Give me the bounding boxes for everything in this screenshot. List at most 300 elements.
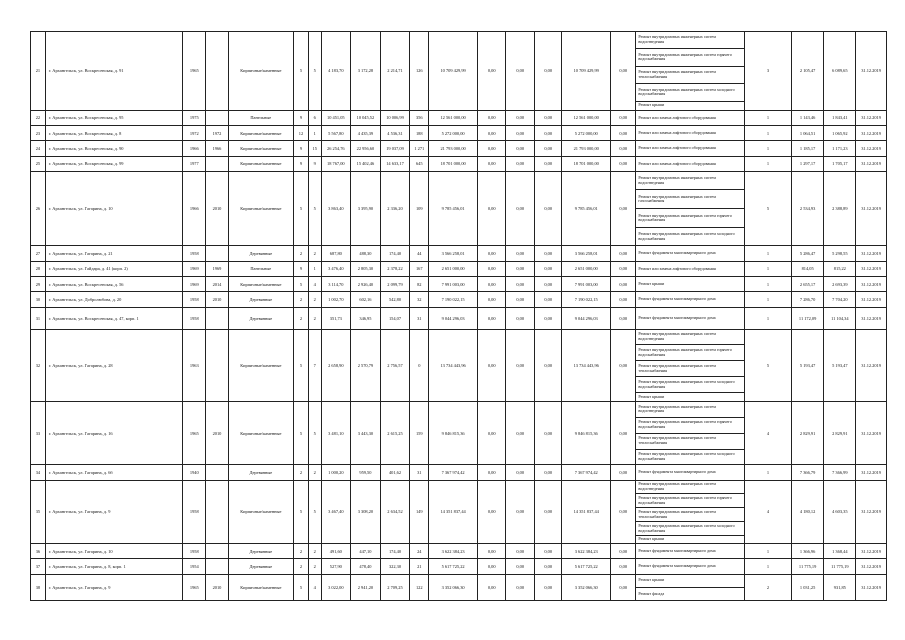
work-item: Ремонт фундамента многоквартирного дома [638,547,716,553]
specific-cost-cell: 1 297,17 [791,156,824,171]
fund-federal-cell: 0,00 [477,277,506,292]
fund-owners-cell: 3 566 258,01 [562,246,611,261]
year-built-cell: 1966 [183,172,206,246]
work-item: Ремонт внутридомовых инженерных систем холодного водоснабжения [638,231,735,241]
total-cost-cell: 18 701 000,00 [429,156,478,171]
address-cell: г. Архангельск, ул. Гагарина, д. 9 [45,480,182,543]
work-item: Ремонт внутридомовых инженерных систем холодного водоснабжения [636,377,744,393]
floors-cell: 5 [294,480,309,543]
fund-other-cell: 0,00 [611,480,636,543]
entrances-cell: 5 [308,401,321,464]
works-list [636,32,744,110]
fund-other-cell: 0,00 [611,172,636,246]
deadline-cell: 31.12.2019 [856,126,887,141]
owned-area-cell: 10 006,99 [380,110,410,125]
fund-municipal-cell: 0,00 [534,544,561,559]
max-cost-cell: 5 298,55 [824,246,856,261]
residential-area-cell: 3 172,28 [351,32,381,111]
work-item: Ремонт фундамента многоквартирного дома [638,314,716,320]
residents-cell: 21 [410,559,429,574]
address-cell: г. Архангельск, ул. Воскресенская, д. 91 [45,32,182,111]
row-number: 38 [31,574,46,600]
owned-area-cell: 2 336,20 [380,172,410,246]
floors-cell: 5 [294,401,309,464]
year-built-cell: 1966 [183,141,206,156]
work-count-cell: 5 [745,329,791,401]
entrances-cell: 5 [308,32,321,111]
fund-municipal-cell: 0,00 [534,574,561,600]
residential-area-cell: 10 045,52 [351,110,381,125]
floors-cell: 5 [294,329,309,401]
fund-municipal-cell: 0,00 [534,401,561,464]
floors-cell: 5 [294,172,309,246]
work-item: Ремонт фасада [638,590,665,596]
work-item: Ремонт внутридомовых инженерных систем горячего водоснабжения [636,345,744,361]
works-list [636,330,744,401]
residents-cell: 109 [410,172,429,246]
work-count-cell: 4 [745,480,791,543]
works-list [636,559,744,573]
year-built-cell: 1958 [183,480,206,543]
row-number: 36 [31,544,46,559]
fund-municipal-cell: 0,00 [534,156,561,171]
address-cell: г. Архангельск, ул. Гагарина, д. 16 [45,401,182,464]
year-built-cell: 1958 [183,246,206,261]
fund-other-cell: 0,00 [611,246,636,261]
fund-municipal-cell: 0,00 [534,465,561,480]
address-cell: г. Архангельск, ул. Гагарина, д. 10 [45,172,182,246]
data-grid [30,31,887,601]
fund-regional-cell: 0,00 [506,110,535,125]
year-renovation-cell: 2010 [206,292,228,307]
fund-federal-cell: 0,00 [477,574,506,600]
table-row [31,559,887,574]
year-renovation-cell [206,329,228,401]
fund-federal-cell: 0,00 [477,126,506,141]
entrances-cell: 15 [308,141,321,156]
year-renovation-cell [206,110,228,125]
row-number: 30 [31,292,46,307]
year-renovation-cell: 2010 [206,401,228,464]
owned-area-cell: 174,40 [380,544,410,559]
owned-area-cell: 542,80 [380,292,410,307]
work-item: Ремонт внутридомовых инженерных систем водоотведения [636,32,744,49]
row-number: 22 [31,110,46,125]
works-cell [636,574,745,600]
floors-cell: 9 [294,141,309,156]
wall-material-cell: Деревянные [228,307,294,329]
address-cell: г. Архангельск, ул. Гагарина, д. 28 [45,329,182,401]
work-item: Ремонт внутридомовых инженерных систем водоотведения [636,481,744,494]
work-count-cell: 1 [745,292,791,307]
entrances-cell: 2 [308,307,321,329]
row-number: 29 [31,277,46,292]
work-count-cell: 2 [745,574,791,600]
residential-area-cell: 2 805,30 [351,261,381,276]
address-cell: г. Архангельск, ул. Гагарина, д. 21 [45,246,182,261]
works-cell [636,32,745,111]
works-cell [636,156,745,171]
work-count-cell: 1 [745,465,791,480]
fund-regional-cell: 0,00 [506,246,535,261]
work-item: Ремонт внутридомовых инженерных систем газоснабжения [636,190,744,209]
max-cost-cell: 2 829,91 [824,401,856,464]
residents-cell: 159 [410,401,429,464]
residential-area-cell: 346,95 [351,307,381,329]
total-cost-cell: 2 651 000,00 [429,261,478,276]
table-row [31,544,887,559]
residential-area-cell: 447,10 [351,544,381,559]
owned-area-cell: 14 633,17 [380,156,410,171]
entrances-cell: 5 [308,172,321,246]
entrances-cell: 5 [308,480,321,543]
residential-area-cell: 488,30 [351,246,381,261]
table-row [31,110,887,125]
table-row [31,465,887,480]
fund-regional-cell: 0,00 [506,277,535,292]
deadline-cell: 31.12.2019 [856,307,887,329]
fund-federal-cell: 0,00 [477,559,506,574]
deadline-cell: 31.12.2019 [856,480,887,543]
fund-federal-cell: 0,00 [477,544,506,559]
works-list [636,465,744,479]
works-cell [636,141,745,156]
fund-municipal-cell: 0,00 [534,141,561,156]
total-area-cell: 1 000,20 [321,465,351,480]
residents-cell: 82 [410,277,429,292]
year-built-cell: 1958 [183,307,206,329]
row-number: 32 [31,329,46,401]
fund-other-cell: 0,00 [611,559,636,574]
total-cost-cell: 9 846 815,36 [429,401,478,464]
fund-municipal-cell: 0,00 [534,559,561,574]
year-built-cell: 1975 [183,110,206,125]
table-row [31,401,887,464]
specific-cost-cell: 2 829,91 [791,401,824,464]
total-area-cell: 4 183,70 [321,32,351,111]
deadline-cell: 31.12.2019 [856,32,887,111]
work-item: Ремонт фундамента многоквартирного дома [638,250,716,256]
fund-municipal-cell: 0,00 [534,307,561,329]
max-cost-cell: 1 705,17 [824,156,856,171]
fund-federal-cell: 0,00 [477,480,506,543]
specific-cost-cell: 1 366,96 [791,544,824,559]
deadline-cell: 31.12.2019 [856,544,887,559]
total-area-cell: 26 254,76 [321,141,351,156]
total-cost-cell: 7 367 974,42 [429,465,478,480]
entrances-cell: 1 [308,261,321,276]
works-cell [636,465,745,480]
specific-cost-cell: 1 185,17 [791,141,824,156]
residential-area-cell: 3 308,20 [351,480,381,543]
fund-other-cell: 0,00 [611,32,636,111]
total-area-cell: 18 767,00 [321,156,351,171]
total-cost-cell: 3 622 384,23 [429,544,478,559]
owned-area-cell: 174,40 [380,246,410,261]
fund-regional-cell: 0,00 [506,401,535,464]
residents-cell: 31 [410,465,429,480]
fund-regional-cell: 0,00 [506,292,535,307]
floors-cell: 5 [294,574,309,600]
year-built-cell: 1965 [183,401,206,464]
fund-owners-cell: 5 272 000,00 [562,126,611,141]
owned-area-cell: 4 536,31 [380,126,410,141]
fund-owners-cell: 7 367 974,42 [562,465,611,480]
address-cell: г. Архангельск, ул. Воскресенская, д. 47, корп. 1 [45,307,182,329]
year-renovation-cell [206,480,228,543]
fund-federal-cell: 0,00 [477,329,506,401]
total-cost-cell: 9 785 456,01 [429,172,478,246]
works-cell [636,110,745,125]
owned-area-cell: 19 037,09 [380,141,410,156]
floors-cell: 2 [294,559,309,574]
entrances-cell: 2 [308,292,321,307]
floors-cell: 9 [294,156,309,171]
row-number: 23 [31,126,46,141]
total-area-cell: 3 114,70 [321,277,351,292]
row-number: 31 [31,307,46,329]
year-built-cell: 1965 [183,574,206,600]
address-cell: г. Архангельск, ул. Воскресенская, д. 90 [45,141,182,156]
fund-regional-cell: 0,00 [506,465,535,480]
works-list [636,126,744,140]
fund-other-cell: 0,00 [611,329,636,401]
works-list [636,262,744,276]
work-count-cell: 4 [745,401,791,464]
works-list [636,246,744,260]
total-area-cell: 1 002,70 [321,292,351,307]
total-cost-cell: 10 709 429,99 [429,32,478,111]
wall-material-cell: Кирпичные/каменные [228,32,294,111]
total-area-cell: 3 467,40 [321,480,351,543]
entrances-cell: 2 [308,246,321,261]
work-item: Ремонт внутридомовых инженерных систем водоотведения [636,330,744,345]
works-list [636,292,744,306]
fund-regional-cell: 0,00 [506,574,535,600]
fund-other-cell: 0,00 [611,401,636,464]
wall-material-cell: Кирпичные/каменные [228,172,294,246]
fund-other-cell: 0,00 [611,141,636,156]
total-cost-cell: 12 561 000,00 [429,110,478,125]
fund-other-cell: 0,00 [611,292,636,307]
work-count-cell: 1 [745,141,791,156]
total-area-cell: 687,80 [321,246,351,261]
entrances-cell: 7 [308,329,321,401]
fund-federal-cell: 0,00 [477,246,506,261]
max-cost-cell: 2 388,89 [824,172,856,246]
fund-owners-cell: 12 561 000,00 [562,110,611,125]
total-area-cell: 351,73 [321,307,351,329]
row-number: 24 [31,141,46,156]
fund-municipal-cell: 0,00 [534,277,561,292]
works-cell [636,480,745,543]
total-cost-cell: 5 617 725,22 [429,559,478,574]
fund-regional-cell: 0,00 [506,329,535,401]
address-cell: г. Архангельск, ул. Воскресенская, д. 56 [45,277,182,292]
max-cost-cell: 7 704,20 [824,292,856,307]
fund-other-cell: 0,00 [611,277,636,292]
work-item: Ремонт крыши [636,575,744,588]
fund-federal-cell: 0,00 [477,172,506,246]
row-number: 27 [31,246,46,261]
work-count-cell: 1 [745,110,791,125]
wall-material-cell: Деревянные [228,559,294,574]
residential-area-cell: 2 570,79 [351,329,381,401]
fund-owners-cell: 3 352 066,30 [562,574,611,600]
wall-material-cell: Деревянные [228,544,294,559]
wall-material-cell: Кирпичные/каменные [228,329,294,401]
entrances-cell: 6 [308,110,321,125]
fund-municipal-cell: 0,00 [534,172,561,246]
works-list [636,544,744,558]
row-number: 25 [31,156,46,171]
total-cost-cell: 3 352 066,30 [429,574,478,600]
fund-owners-cell: 9 785 456,01 [562,172,611,246]
residents-cell: 24 [410,544,429,559]
floors-cell: 12 [294,126,309,141]
fund-regional-cell: 0,00 [506,261,535,276]
residents-cell: 0 [410,329,429,401]
total-cost-cell: 7 190 022,15 [429,292,478,307]
fund-federal-cell: 0,00 [477,110,506,125]
fund-federal-cell: 0,00 [477,292,506,307]
table-row [31,141,887,156]
residential-area-cell: 478,40 [351,559,381,574]
deadline-cell: 31.12.2019 [856,172,887,246]
residential-area-cell: 15 402,46 [351,156,381,171]
row-number: 37 [31,559,46,574]
floors-cell: 9 [294,110,309,125]
wall-material-cell: Кирпичные/каменные [228,574,294,600]
fund-other-cell: 0,00 [611,574,636,600]
year-renovation-cell [206,465,228,480]
specific-cost-cell: 1 064,51 [791,126,824,141]
wall-material-cell: Деревянные [228,246,294,261]
wall-material-cell: Кирпичные/каменные [228,141,294,156]
fund-municipal-cell: 0,00 [534,126,561,141]
specific-cost-cell: 4 180,12 [791,480,824,543]
wall-material-cell: Кирпичные/каменные [228,401,294,464]
fund-regional-cell: 0,00 [506,172,535,246]
year-built-cell: 1977 [183,156,206,171]
work-count-cell: 1 [745,277,791,292]
work-item: Ремонт внутридомовых инженерных систем теплоснабжения [636,66,744,83]
year-built-cell: 1963 [183,329,206,401]
max-cost-cell: 931,85 [824,574,856,600]
entrances-cell: 4 [308,277,321,292]
max-cost-cell: 1 843,41 [824,110,856,125]
fund-regional-cell: 0,00 [506,559,535,574]
year-built-cell: 1965 [183,32,206,111]
fund-municipal-cell: 0,00 [534,110,561,125]
floors-cell: 2 [294,246,309,261]
specific-cost-cell: 1 143,46 [791,110,824,125]
owned-area-cell: 322,30 [380,559,410,574]
fund-municipal-cell: 0,00 [534,292,561,307]
work-item: Ремонт внутридомовых инженерных систем горячего водоснабжения [636,209,744,228]
fund-owners-cell: 10 709 429,99 [562,32,611,111]
work-item: Ремонт внутридомовых инженерных систем горячего водоснабжения [636,417,744,433]
year-renovation-cell [206,246,228,261]
total-area-cell: 3 863,40 [321,172,351,246]
wall-material-cell: Деревянные [228,292,294,307]
row-number: 34 [31,465,46,480]
works-list [636,402,744,464]
wall-material-cell: Кирпичные/каменные [228,277,294,292]
year-renovation-cell: 1966 [206,141,228,156]
work-item: Ремонт крыши [638,393,665,399]
wall-material-cell: Панельные [228,261,294,276]
year-renovation-cell: 1969 [206,261,228,276]
fund-owners-cell: 9 846 815,36 [562,401,611,464]
work-count-cell: 3 [745,32,791,111]
row-number: 26 [31,172,46,246]
fund-federal-cell: 0,00 [477,307,506,329]
deadline-cell: 31.12.2019 [856,277,887,292]
address-cell: г. Архангельск, ул. Воскресенская, д. 8 [45,126,182,141]
repair-program-table [30,31,887,601]
year-renovation-cell [206,156,228,171]
works-list [636,308,744,329]
max-cost-cell: 815,22 [824,261,856,276]
specific-cost-cell: 2 105,47 [791,32,824,111]
fund-owners-cell: 18 701 000,00 [562,156,611,171]
year-renovation-cell [206,544,228,559]
work-item: Ремонт или замена лифтового оборудования [638,114,716,120]
total-area-cell: 2 658,90 [321,329,351,401]
fund-owners-cell: 3 622 384,23 [562,544,611,559]
work-item: Ремонт внутридомовых инженерных систем холодного водоснабжения [636,522,744,536]
fund-federal-cell: 0,00 [477,401,506,464]
wall-material-cell: Кирпичные/каменные [228,126,294,141]
works-cell [636,292,745,307]
specific-cost-cell: 11 172,09 [791,307,824,329]
works-cell [636,307,745,329]
work-item: Ремонт внутридомовых инженерных систем холодного водоснабжения [638,451,735,461]
works-list [636,172,744,245]
address-cell: г. Архангельск, ул. Добролюбова, д. 20 [45,292,182,307]
deadline-cell: 31.12.2019 [856,574,887,600]
fund-regional-cell: 0,00 [506,544,535,559]
total-cost-cell: 14 351 837,44 [429,480,478,543]
residents-cell: 167 [410,261,429,276]
fund-other-cell: 0,00 [611,261,636,276]
residential-area-cell: 959,50 [351,465,381,480]
deadline-cell: 31.12.2019 [856,465,887,480]
max-cost-cell: 6 089,65 [824,32,856,111]
table-row [31,292,887,307]
total-cost-cell: 5 272 000,00 [429,126,478,141]
works-list [636,277,744,291]
works-list [636,481,744,543]
owned-area-cell: 2 634,52 [380,480,410,543]
table-row [31,277,887,292]
year-built-cell: 1958 [183,544,206,559]
row-number: 21 [31,32,46,111]
row-number: 35 [31,480,46,543]
total-cost-cell: 7 991 003,00 [429,277,478,292]
year-renovation-cell: 2014 [206,277,228,292]
work-count-cell: 1 [745,246,791,261]
max-cost-cell: 1 065,92 [824,126,856,141]
residential-area-cell: 3 395,90 [351,172,381,246]
fund-municipal-cell: 0,00 [534,32,561,111]
owned-area-cell: 2 214,71 [380,32,410,111]
specific-cost-cell: 1 031,25 [791,574,824,600]
work-item: Ремонт внутридомовых инженерных систем холодного водоснабжения [636,84,744,101]
total-cost-cell: 9 044 296,03 [429,307,478,329]
residential-area-cell: 3 443,30 [351,401,381,464]
